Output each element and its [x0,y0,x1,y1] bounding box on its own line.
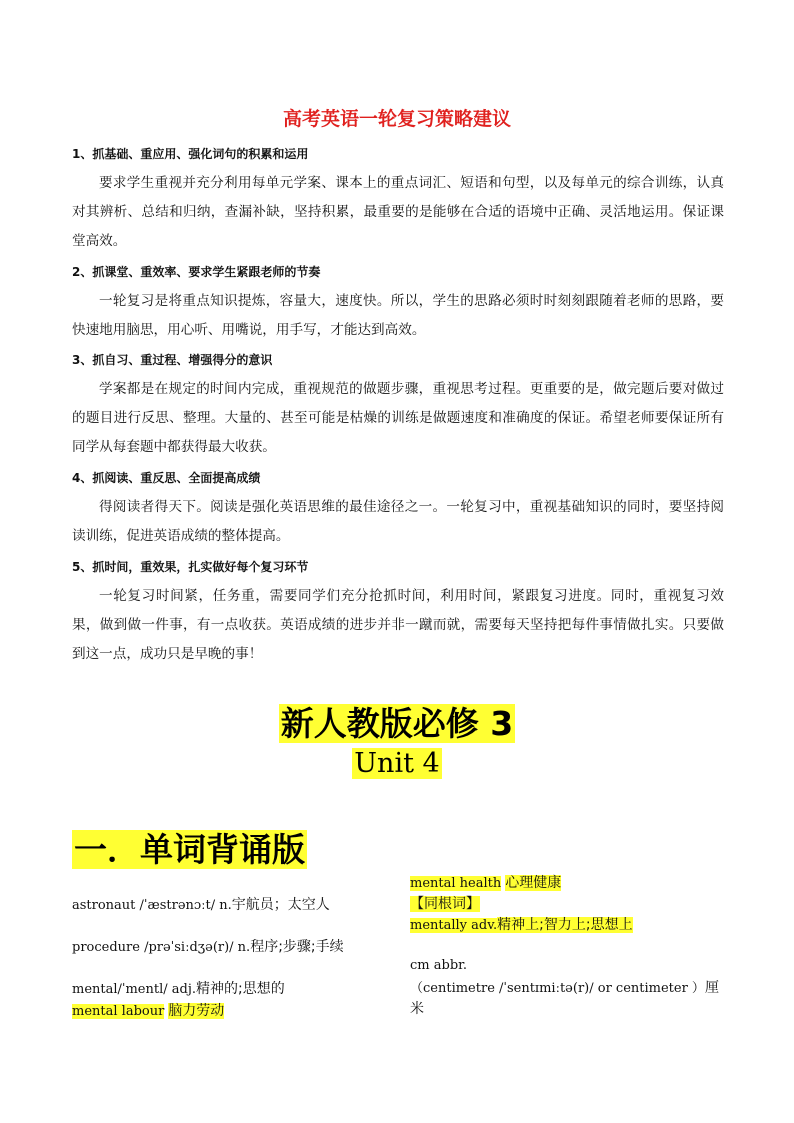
strategy-body-1: 要求学生重视并充分利用每单元学案、课本上的重点词汇、短语和句型，以及每单元的综合训练，认真对其辨析、总结和归纳，查漏补缺，坚持积累，最重要的是能够在合适的语境中正确、灵活地运用。保证课堂高效。 [72,175,724,249]
strategy-heading-3: 3、抓自习、重过程、增强得分的意识 [72,353,273,367]
vocab-astronaut-cn: 宇航员；太空人 [231,897,330,913]
vocab-cm-detail-en: （centimetre /ˈsentɪmiːtə(r)/ or centimeter ） [410,981,705,996]
unit-name: Unit 4 [354,748,440,779]
strategy-heading-2: 2、抓课堂、重效率、要求学生紧跟老师的节奏 [72,265,321,279]
strategy-body-4: 得阅读者得天下。阅读是强化英语思维的最佳途径之一。一轮复习中，重视基础知识的同时，要坚持阅读训练，促进英语成绩的整体提高。 [72,499,724,544]
strategy-body-3: 学案都是在规定的时间内完成，重视规范的做题步骤，重视思考过程。更重要的是，做完题后要对做过的题目进行反思、整理。大量的、甚至可能是枯燥的训练是做题速度和准确度的保证。希望老师要保证所有同学从每套题中都获得最大收获。 [72,381,724,455]
vocab-mental-en: mental/ˈmentl/ adj. [72,982,197,997]
vocab-cm [410,958,467,973]
vocab-cm-en: cm abbr. [410,958,468,973]
vocab-mental [72,978,285,998]
vocab-mental-health [410,872,561,892]
vocab-procedure-en: procedure /prəˈsiːdʒə(r)/ n. [72,940,251,955]
vocab-cm-detail [410,978,720,1020]
vocab-mentally [410,914,633,934]
vocab-mental-health-en: mental health [410,876,502,891]
vocab-cm-cn: 厘米 [410,980,719,1017]
vocab-astronaut [72,894,330,914]
strategy-body-2: 一轮复习是将重点知识提炼，容量大，速度快。所以，学生的思路必须时时刻刻跟随着老师的思路，要快速地用脑思，用心听、用嘴说，用手写，才能达到高效。 [72,293,724,338]
vocab-mentally-en: mentally adv. [410,918,498,933]
strategy-heading-5: 5、抓时间，重效果，扎实做好每个复习环节 [72,560,309,574]
vocab-mental-cn: 精神的;思想的 [196,981,285,997]
unit-title [0,748,794,779]
strategy-heading-4: 4、抓阅读、重反思、全面提高成绩 [72,471,261,485]
section-title-text: 一．单词背诵版 [74,830,305,869]
strategy-body-5: 一轮复习时间紧，任务重，需要同学们充分抢抓时间，利用时间，紧跟复习进度。同时，重视复习效果，做到做一件事，有一点收获。英语成绩的进步并非一蹴而就，需要每天坚持把每件事情做扎实。只要做到这一点，成功只是早晚的事！ [72,588,724,662]
vocab-mental-labour [72,1000,224,1020]
vocab-mentally-cn: 精神上;智力上;思想上 [497,917,633,933]
vocab-mental-labour-cn: 脑力劳动 [168,1003,225,1019]
document-title: 高考英语一轮复习策略建议 [282,108,511,130]
vocab-cognate-label [410,893,480,913]
vocab-astronaut-en: astronaut /ˈæstrənɔːt/ n. [72,898,232,913]
book-title [0,698,794,745]
vocab-mental-labour-en: mental labour [72,1004,165,1019]
vocab-procedure-cn: 程序;步骤;手续 [250,939,344,955]
vocab-procedure [72,936,344,956]
book-name: 新人教版必修 3 [280,704,514,743]
vocab-mental-health-cn: 心理健康 [505,875,562,891]
section-title [72,824,307,871]
cognate-label: 【同根词】 [410,896,480,912]
strategy-heading-1: 1、抓基础、重应用、强化词句的积累和运用 [72,147,309,161]
